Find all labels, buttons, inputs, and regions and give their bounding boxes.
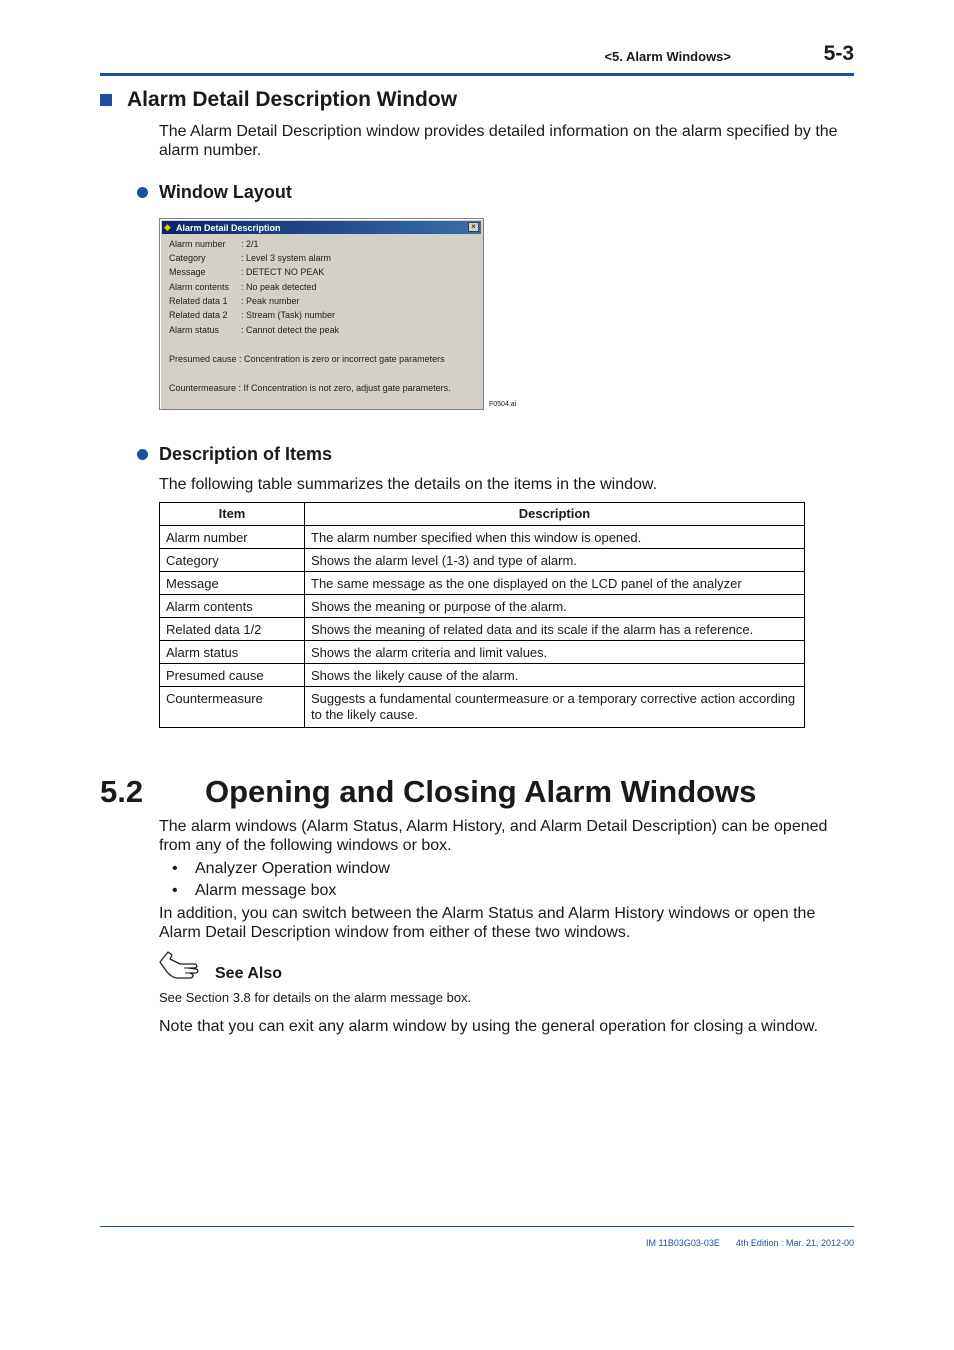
app-icon: ◆	[164, 222, 171, 232]
section-title: Alarm Detail Description Window	[127, 88, 458, 111]
document-id: IM 11B03G03-03E	[646, 1238, 720, 1248]
pointing-hand-icon	[158, 948, 204, 982]
list-item	[172, 859, 390, 878]
section-intro-line-1: The Alarm Detail Description window provides detailed information on the alarm specified by the	[159, 123, 838, 140]
mock-row: Alarm status : Cannot detect the peak	[169, 325, 340, 335]
list-item	[172, 881, 336, 900]
items-intro: The following table summarizes the details on the items in the window.	[159, 476, 658, 493]
para-line: Alarm Detail Description window from either of these two windows.	[159, 924, 631, 941]
section-2-para-1	[159, 817, 827, 855]
item-cell: Countermeasure	[160, 687, 305, 728]
item-cell: Message	[160, 572, 305, 595]
table-row	[160, 687, 805, 728]
para-line: In addition, you can switch between the Alarm Status and Alarm History windows or open the	[159, 905, 816, 922]
round-bullet-icon	[137, 449, 148, 460]
section-2-title: Opening and Closing Alarm Windows	[205, 774, 757, 809]
window-layout-title: Window Layout	[159, 182, 292, 202]
alarm-detail-window-screenshot	[159, 218, 484, 410]
item-cell: Alarm number	[160, 526, 305, 549]
running-header-chapter: <5. Alarm Windows>	[604, 49, 731, 64]
round-bullet-icon	[137, 187, 148, 198]
description-cell: Shows the alarm criteria and limit values.	[305, 641, 805, 664]
window-layout-heading	[137, 182, 292, 203]
see-also-label: See Also	[215, 965, 282, 982]
para-line: The alarm windows (Alarm Status, Alarm History, and Alarm Detail Description) can be opened	[159, 818, 828, 835]
bullet-dot: •	[172, 860, 178, 877]
para-line: from any of the following windows or box.	[159, 837, 452, 854]
section-2-para-2	[159, 904, 815, 942]
mock-window-titlebar	[162, 221, 481, 234]
figure-id: F0504.ai	[489, 401, 517, 408]
mock-row: Related data 1 : Peak number	[169, 296, 300, 306]
edition-info: 4th Edition : Mar. 21, 2012-00	[735, 1238, 854, 1248]
description-cell: Shows the likely cause of the alarm.	[305, 664, 805, 687]
mock-row: Related data 2 : Stream (Task) number	[169, 310, 336, 320]
chapter-section-heading	[100, 774, 756, 810]
see-also-note: See Section 3.8 for details on the alarm message box.	[159, 990, 472, 1005]
square-bullet-icon	[100, 94, 112, 106]
list-item-text: Alarm message box	[195, 882, 337, 899]
section-heading	[100, 88, 457, 112]
header-rule	[100, 73, 854, 76]
items-table	[159, 502, 805, 728]
mock-row: Category : Level 3 system alarm	[169, 253, 332, 263]
item-cell: Alarm contents	[160, 595, 305, 618]
column-header: Item	[160, 503, 305, 526]
section-number: 5.2	[100, 774, 144, 809]
close-icon: ×	[468, 222, 479, 232]
description-cell: Shows the alarm level (1-3) and type of alarm.	[305, 549, 805, 572]
description-cell: The alarm number specified when this window is opened.	[305, 526, 805, 549]
mock-window-title: Alarm Detail Description	[176, 222, 281, 233]
table-row	[160, 549, 805, 572]
description-cell: Shows the meaning or purpose of the alarm.	[305, 595, 805, 618]
footer	[560, 1238, 854, 1248]
item-cell: Related data 1/2	[160, 618, 305, 641]
table-row	[160, 664, 805, 687]
table-row	[160, 618, 805, 641]
description-items-heading	[137, 444, 332, 465]
table-header-row	[160, 503, 805, 526]
description-cell: Shows the meaning of related data and its scale if the alarm has a reference.	[305, 618, 805, 641]
section-2-para-3: Note that you can exit any alarm window by using the general operation for closing a window.	[159, 1018, 819, 1035]
footer-rule	[100, 1226, 854, 1227]
section-intro-line-2: alarm number.	[159, 142, 262, 159]
mock-countermeasure: Countermeasure : If Concentration is not zero, adjust gate parameters.	[169, 383, 451, 393]
table-row	[160, 641, 805, 664]
table-row	[160, 526, 805, 549]
table-row	[160, 572, 805, 595]
mock-presumed-cause: Presumed cause : Concentration is zero or incorrect gate parameters	[169, 354, 445, 364]
description-cell: Suggests a fundamental countermeasure or a temporary corrective action according to the likely cause.	[305, 687, 805, 728]
description-cell: The same message as the one displayed on the LCD panel of the analyzer	[305, 572, 805, 595]
description-items-title: Description of Items	[159, 444, 333, 464]
section-intro	[159, 122, 838, 160]
list-item-text: Analyzer Operation window	[195, 860, 390, 877]
item-cell: Presumed cause	[160, 664, 305, 687]
column-header: Description	[305, 503, 805, 526]
item-cell: Category	[160, 549, 305, 572]
item-cell: Alarm status	[160, 641, 305, 664]
page-number: 5-3	[823, 42, 854, 65]
table-row	[160, 595, 805, 618]
mock-row: Alarm number : 2/1	[169, 239, 259, 249]
mock-row: Alarm contents : No peak detected	[169, 282, 317, 292]
mock-row: Message : DETECT NO PEAK	[169, 267, 325, 277]
bullet-dot: •	[172, 882, 178, 899]
